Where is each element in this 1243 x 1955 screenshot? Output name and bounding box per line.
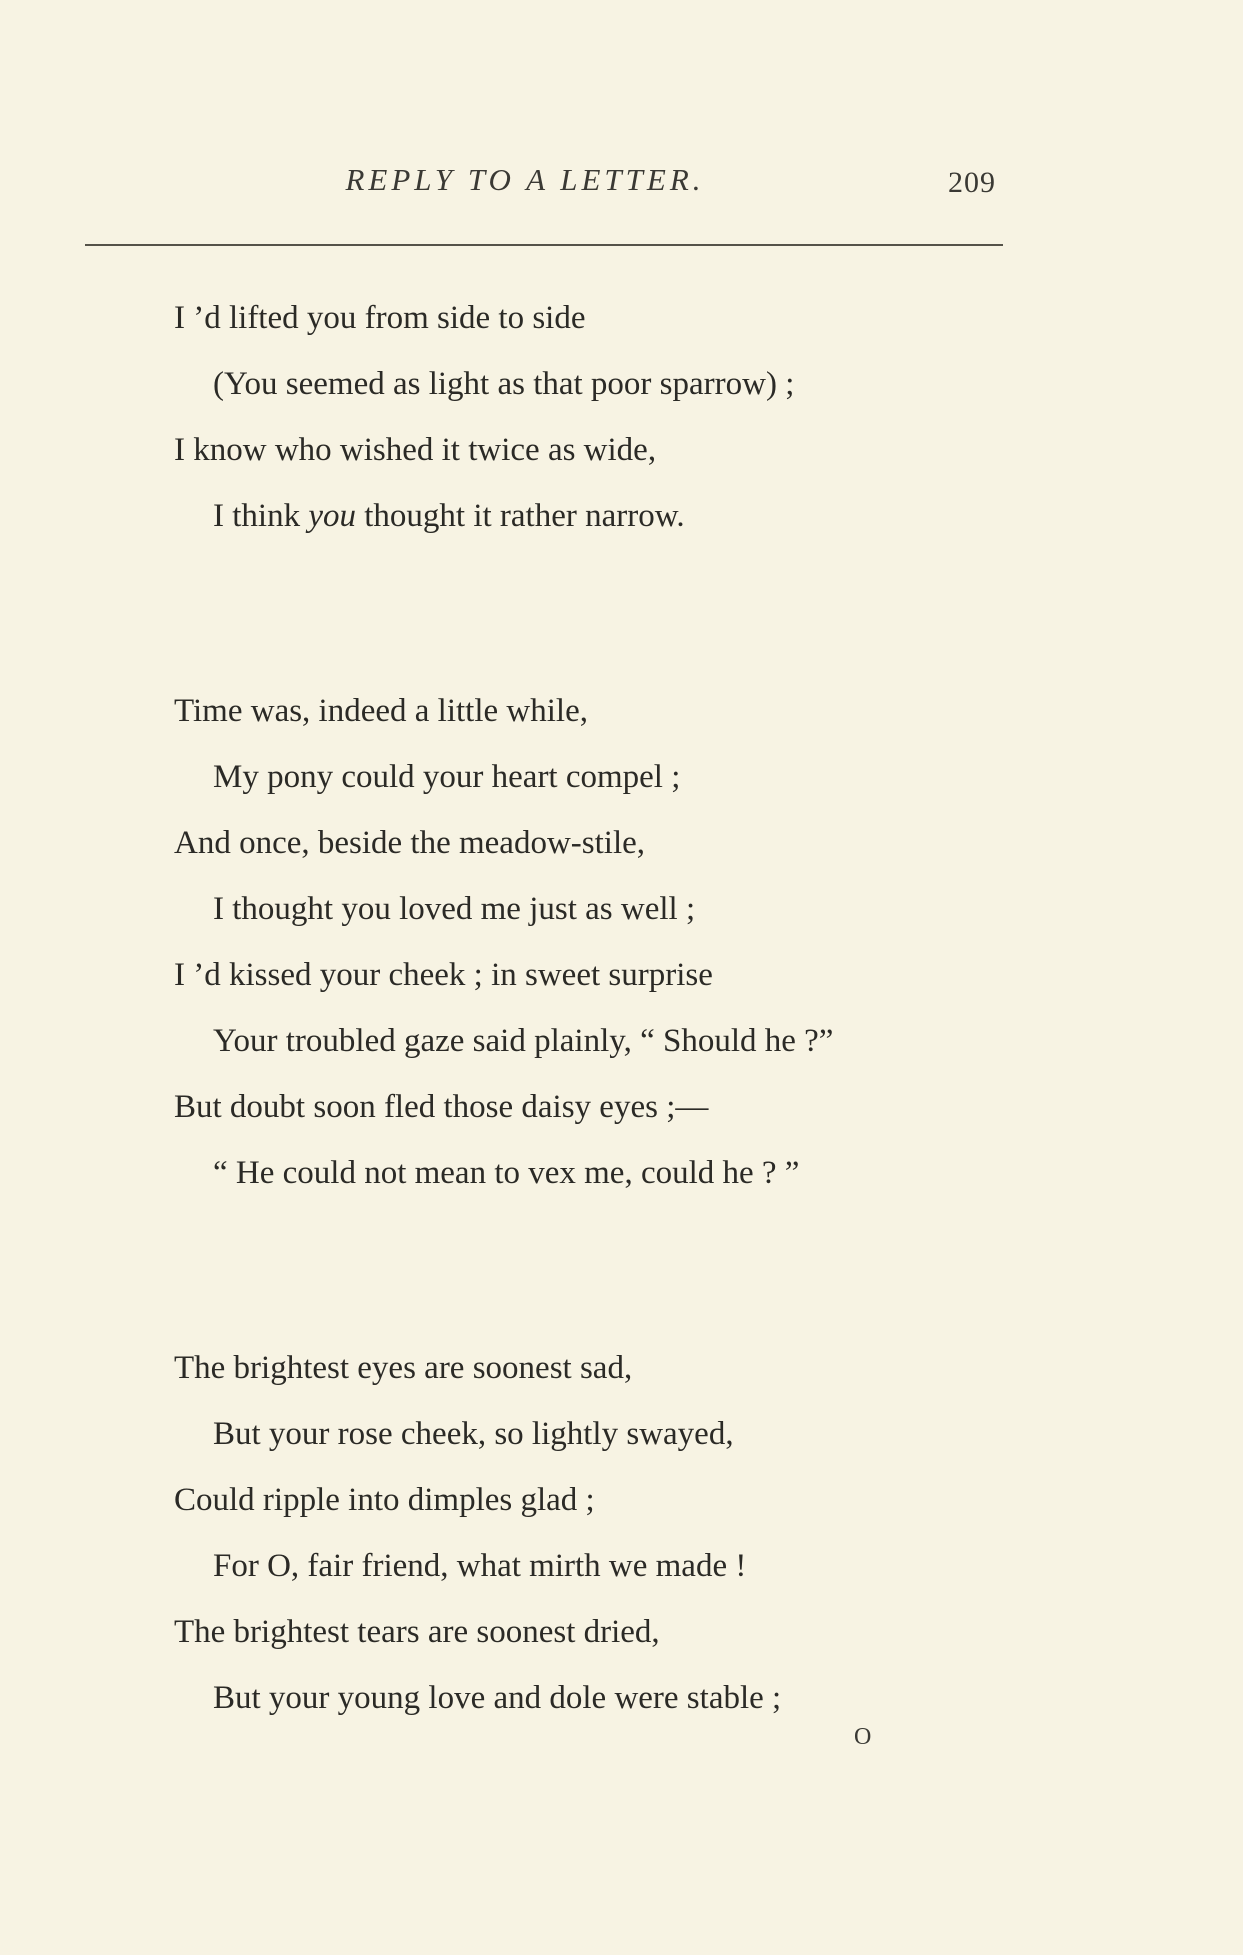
- verse-line: I know who wished it twice as wide,: [174, 432, 657, 468]
- running-title: REPLY TO A LETTER.: [345, 162, 705, 197]
- page-number: 209: [948, 166, 996, 199]
- header-rule: [85, 244, 1003, 246]
- verse-line: I thought you loved me just as well ;: [213, 891, 696, 927]
- verse-line: But doubt soon fled those daisy eyes ;—: [174, 1089, 709, 1125]
- signature-mark: O: [854, 1724, 872, 1750]
- verse-line: My pony could your heart compel ;: [213, 759, 681, 795]
- verse-line: “ He could not mean to vex me, could he ? ”: [213, 1155, 800, 1191]
- verse-line: The brightest eyes are soonest sad,: [174, 1350, 633, 1386]
- verse-line: But your rose cheek, so lightly swayed,: [213, 1416, 734, 1452]
- verse-text: thought it rather narrow.: [355, 498, 685, 534]
- verse-line: Time was, indeed a little while,: [174, 693, 588, 729]
- verse-line: I ’d lifted you from side to side: [174, 300, 586, 336]
- emphasized-word: you: [308, 498, 356, 534]
- verse-line: The brightest tears are soonest dried,: [174, 1614, 660, 1650]
- verse-line: I ’d kissed your cheek ; in sweet surprise: [174, 957, 713, 993]
- verse-line: For O, fair friend, what mirth we made !: [213, 1548, 747, 1584]
- verse-line: Could ripple into dimples glad ;: [174, 1482, 595, 1518]
- verse-line: [213, 496, 685, 536]
- verse-line: But your young love and dole were stable ;: [213, 1680, 782, 1716]
- verse-line: And once, beside the meadow-stile,: [174, 825, 646, 861]
- verse-line: (You seemed as light as that poor sparrow) ;: [213, 366, 795, 402]
- verse-line: Your troubled gaze said plainly, “ Should he ?”: [213, 1023, 834, 1059]
- verse-text: I think: [213, 498, 309, 534]
- running-head: [0, 162, 1243, 212]
